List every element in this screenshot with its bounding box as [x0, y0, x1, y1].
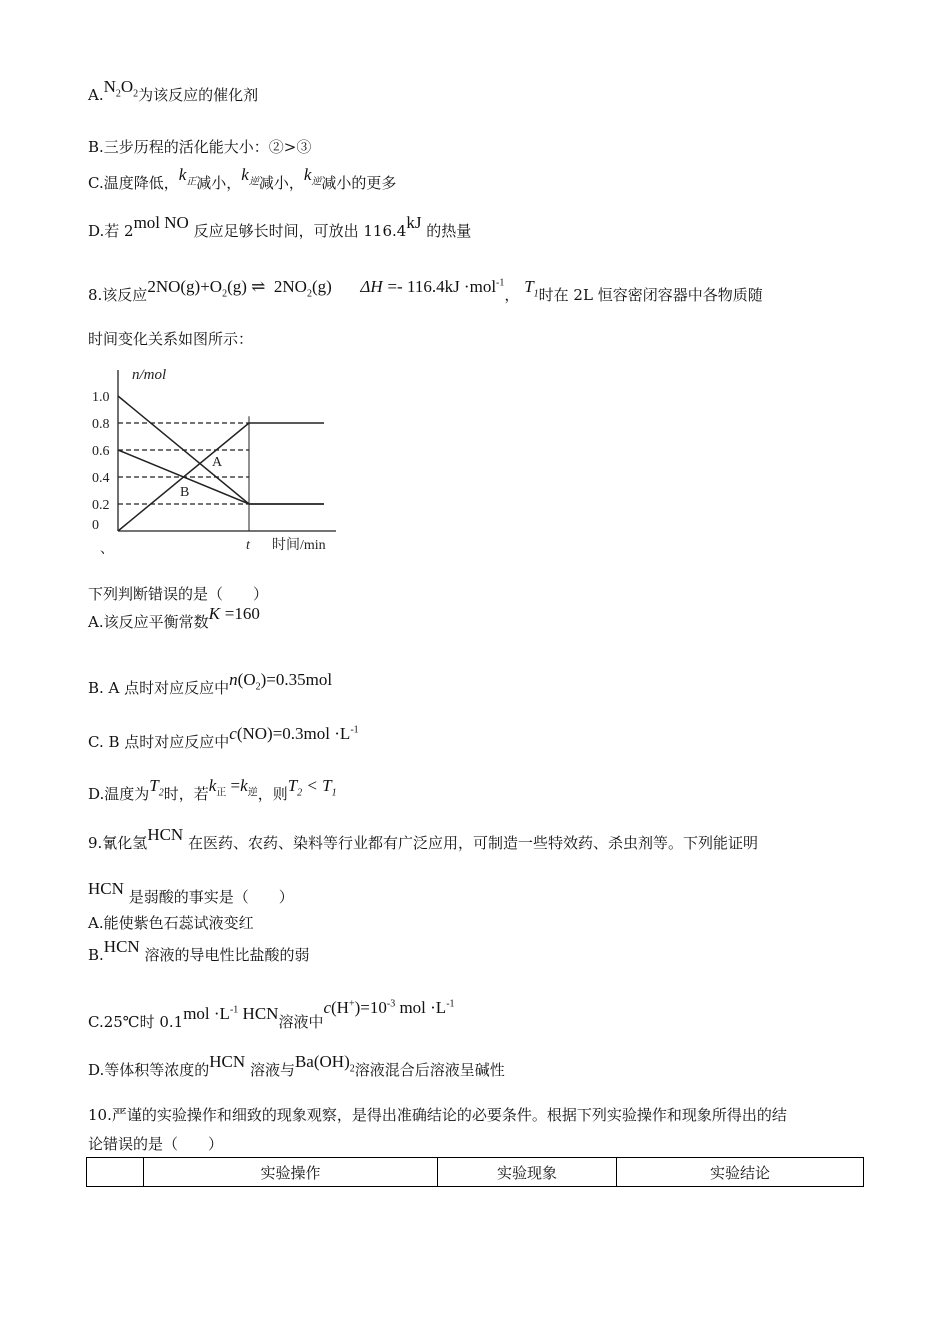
k-symbol: $k_正$ — [178, 165, 197, 188]
header-cell-index — [87, 1158, 144, 1187]
q10-stem: 10.严谨的实验操作和细致的现象观察，是得出准确结论的必要条件。根据下列实验操作和现象所得出的结 — [88, 1106, 787, 1124]
header-cell-phenomenon: 实验现象 — [438, 1158, 617, 1187]
mole-time-chart — [88, 360, 348, 560]
q8-stem: 8.该反应$2NO(g)+O_2(g)$ ⇌ $2NO_2(g)$ ΔH =- 116.4kJ ·mol$^{-1}$， $T_1$时在 2L 恒容密闭容器中各物质随 — [88, 277, 763, 304]
q9-stem-line2: HCN 是弱酸的事实是（ ） — [88, 879, 294, 906]
n2o2-formula: $N_2O_2$ — [103, 77, 139, 100]
q9-option-c: C.25℃时 $0.1mol \cdot L^{-1}$ HCN溶液中$c(H^+)=10^{-3}$ mol $\cdot L^{-1}$ — [88, 998, 455, 1031]
y-tick-label: 1.0 — [92, 390, 110, 405]
q8-question: 下列判断错误的是（ ） — [88, 585, 269, 603]
annotation-a: A — [212, 455, 223, 470]
annotation-b: B — [180, 485, 190, 500]
header-cell-conclusion: 实验结论 — [617, 1158, 864, 1187]
series-line-no — [118, 396, 324, 504]
q10-stem-line2: 论错误的是（ ） — [88, 1135, 224, 1153]
q9-option-d: D.等体积等浓度的HCN 溶液与$Ba(OH)_2$溶液混合后溶液呈碱性 — [88, 1052, 505, 1079]
x-axis-label: 时间/min — [272, 538, 326, 553]
y-tick-label: 0 — [92, 518, 99, 533]
q8-option-c: C. B 点时对应反应中$c(NO)=0.3mol \cdot L^{-1}$ — [88, 724, 359, 751]
q7-option-a: $A.N_2O_2$为该反应的催化剂 — [88, 77, 259, 104]
q7-option-b: B.三步历程的活化能大小：②>③ — [88, 138, 312, 156]
experiment-table — [86, 1157, 864, 1187]
x-tick-label: t — [246, 538, 250, 553]
y-axis-label: n/mol — [132, 367, 167, 383]
reaction-equation: $2NO(g)+O_2(g)$ ⇌ $2NO_2(g)$ — [147, 277, 332, 300]
series-line-no2 — [118, 423, 324, 531]
q8-option-a: A.该反应平衡常数K =160 — [88, 604, 260, 631]
header-cell-operation: 实验操作 — [144, 1158, 438, 1187]
q8-option-d: D.温度为$T_2$时，若$k_正 =k_逆$，则$T_2 < T_1$ — [88, 776, 337, 803]
q9-option-a: A.能使紫色石蕊试液变红 — [88, 914, 254, 932]
corner-mark: 、 — [100, 542, 114, 557]
y-tick-label: 0.2 — [92, 498, 110, 513]
q7-option-d: D.若 2mol NO 反应足够长时间，可放出 116.4kJ 的热量 — [88, 213, 472, 240]
q9-stem: 9.氰化氢HCN 在医药、农药、染料等行业都有广泛应用，可制造一些特效药、杀虫剂等。下列能证明 — [88, 825, 759, 852]
y-tick-label: 0.8 — [92, 417, 110, 432]
q8-option-b: B. A 点时对应反应中$n(O_2)=0.35mol$ — [88, 670, 333, 697]
q7-option-c: C.温度降低，$k_正$减小，$k_逆$减小，$k_逆$减小的更多 — [88, 165, 397, 192]
q8-stem-line2: 时间变化关系如图所示： — [88, 330, 254, 348]
q9-option-b: B.HCN 溶液的导电性比盐酸的弱 — [88, 937, 310, 964]
y-tick-label: 0.4 — [92, 471, 110, 486]
y-tick-label: 0.6 — [92, 444, 110, 459]
table-header-row — [87, 1158, 864, 1187]
